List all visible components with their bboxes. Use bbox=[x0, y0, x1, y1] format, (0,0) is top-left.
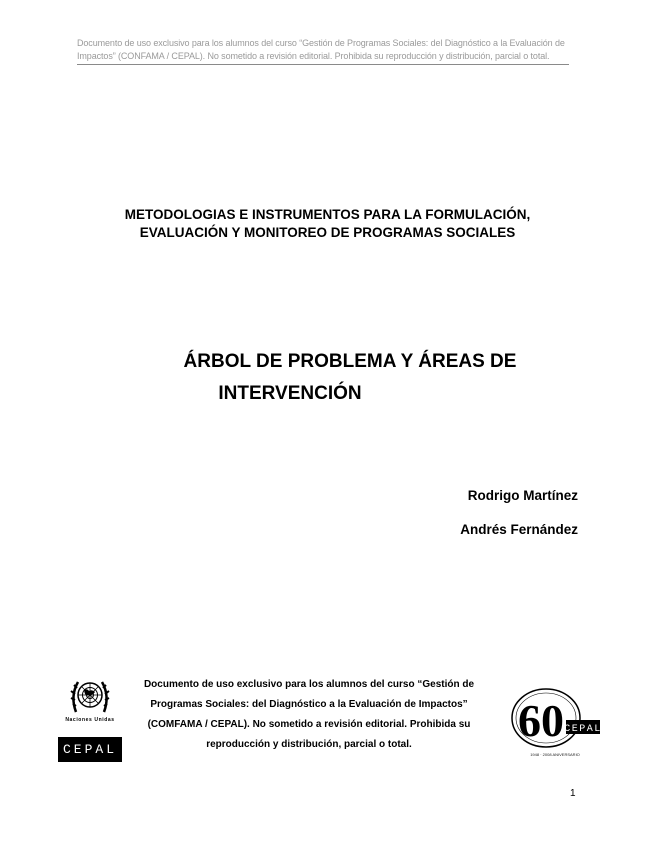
un-emblem-icon bbox=[68, 676, 112, 716]
header-line-1: Documento de uso exclusivo para los alumnos del curso “Gestión de Programas Sociales: del Diagnóstico a la Evaluación de bbox=[77, 38, 565, 48]
anniversary-caption: 1948 · 2008 ANIVERSARIO bbox=[530, 752, 580, 757]
main-title-line-2: INTERVENCIÓN bbox=[218, 383, 362, 404]
anniversary-label: CEPAL bbox=[564, 724, 602, 735]
series-title-line-2: EVALUACIÓN Y MONITOREO DE PROGRAMAS SOCIALES bbox=[139, 225, 516, 240]
notice-line-3: (COMFAMA / CEPAL). No sometido a revisión editorial. Prohibida su bbox=[147, 719, 471, 730]
notice-line-2: Programas Sociales: del Diagnóstico a la Evaluación de Impactos” bbox=[150, 699, 468, 710]
cepal-60-anniversary-logo bbox=[500, 680, 612, 762]
un-caption: Naciones Unidas bbox=[65, 717, 115, 723]
notice-line-1: Documento de uso exclusivo para los alumnos del curso “Gestión de bbox=[143, 679, 475, 690]
header-line-2: Impactos” (CONFAMA / CEPAL). No sometido a revisión editorial. Prohibida su reproducción y distribución, parcial o total. bbox=[77, 51, 550, 61]
page-number: 1 bbox=[570, 788, 576, 799]
anniversary-number: 60 bbox=[518, 695, 564, 746]
running-header bbox=[77, 37, 569, 65]
author-name: Andrés Fernández bbox=[460, 522, 578, 537]
series-title-line-1: METODOLOGIAS E INSTRUMENTOS PARA LA FORMULACIÓN, bbox=[124, 207, 531, 222]
main-title bbox=[120, 346, 580, 410]
main-title-line-1: ÁRBOL DE PROBLEMA Y ÁREAS DE bbox=[183, 351, 517, 372]
document-series-title bbox=[0, 206, 655, 242]
usage-notice bbox=[130, 675, 488, 755]
author-name: Rodrigo Martínez bbox=[467, 488, 578, 503]
author-list bbox=[460, 479, 578, 547]
notice-line-4: reproducción y distribución, parcial o total. bbox=[206, 739, 412, 750]
united-nations-logo bbox=[60, 676, 120, 723]
cepal-logo: CEPAL bbox=[58, 737, 122, 762]
